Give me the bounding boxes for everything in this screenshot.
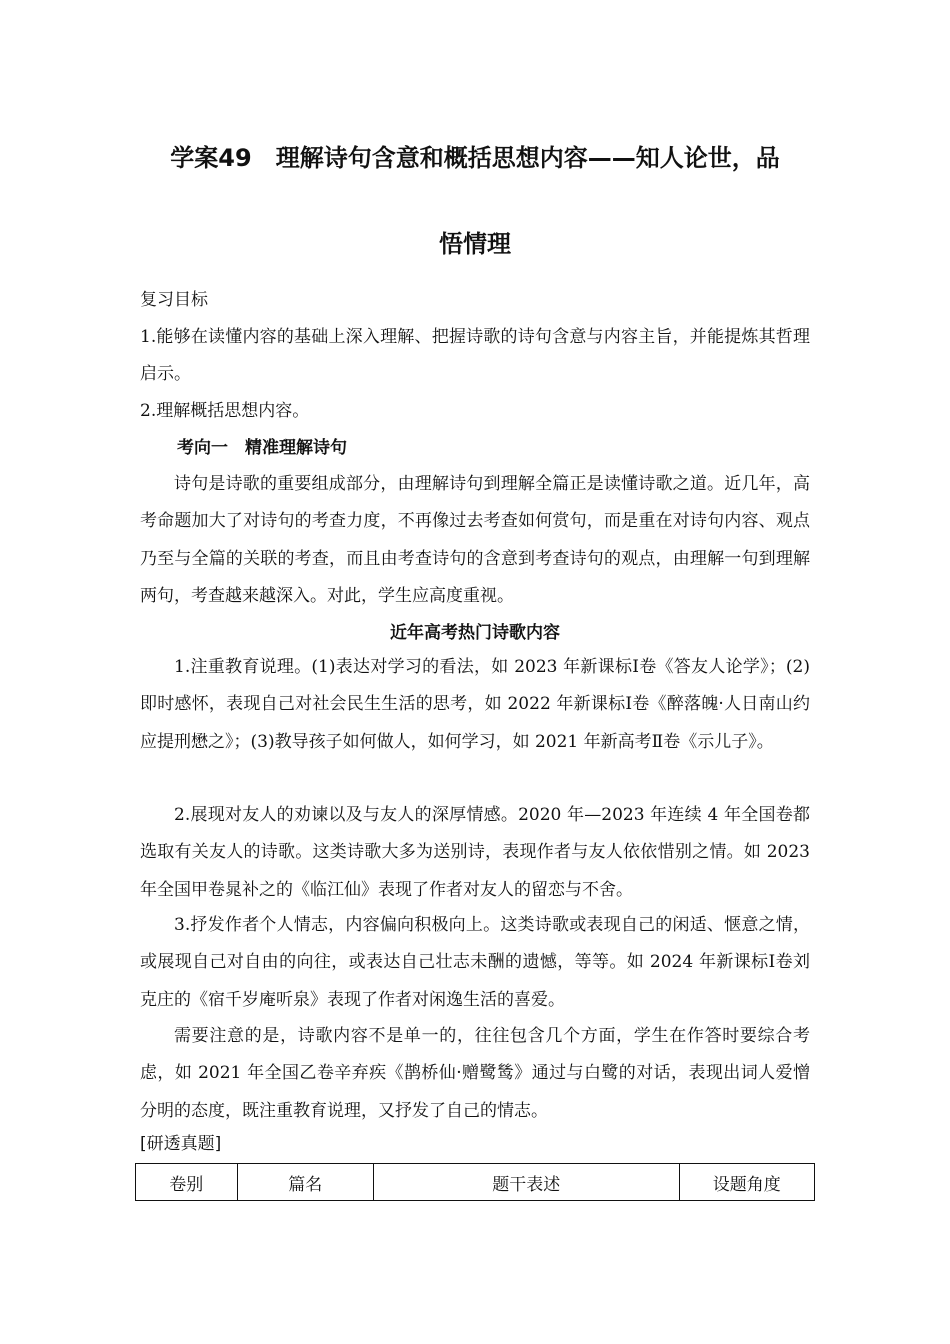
table-header-cell: 篇名	[237, 1164, 373, 1201]
hot-topic-item-3: 3.抒发作者个人情志，内容偏向积极向上。这类诗歌或表现自己的闲适、惬意之情，或展现自己对自由的向往，或表达自己壮志未酬的遗憾，等等。如 2024 年新课标Ⅰ卷刘克庄的《宿千岁庵听泉》表现了作者对闲逸生活的喜爱。	[140, 915, 810, 1010]
hot-topic-item-2: 2.展现对友人的劝谏以及与友人的深厚情感。2020 年—2023 年连续 4 年全国卷都选取有关友人的诗歌。这类诗歌大多为送别诗，表现作者与友人依依惜别之情。如 2023 年全国甲卷晁补之的《临江仙》表现了作者对友人的留恋与不舍。	[140, 805, 810, 900]
section-intro-paragraph: 诗句是诗歌的重要组成部分，由理解诗句到理解全篇正是读懂诗歌之道。近几年，高考命题加大了对诗句的考查力度，不再像过去考查如何赏句，而是重在对诗句内容、观点乃至与全篇的关联的考查，而且由考查诗句的含意到考查诗句的观点，由理解一句到理解两句，考查越来越深入。对此，学生应高度重视。	[140, 474, 810, 606]
page-title-line-2: 悟情理	[439, 230, 511, 258]
table-header-cell: 题干表述	[373, 1164, 679, 1201]
study-heading: [研透真题]	[140, 1134, 222, 1154]
table-header-cell: 卷别	[136, 1164, 238, 1201]
hot-topics-note: 需要注意的是，诗歌内容不是单一的，往往包含几个方面，学生在作答时要综合考虑，如 2021 年全国乙卷辛弃疾《鹊桥仙·赠鹭鸶》通过与白鹭的对话，表现出词人爱憎分明的态度，既注重教育说理，又抒发了自己的情志。	[140, 1026, 810, 1121]
review-goals-heading: 复习目标	[140, 290, 208, 310]
review-goal-2: 2.理解概括思想内容。	[140, 401, 310, 421]
page-title-line-1: 学案49 理解诗句含意和概括思想内容——知人论世，品	[170, 144, 780, 172]
section-heading: 考向一 精准理解诗句	[177, 438, 347, 458]
table-header-row	[136, 1164, 815, 1201]
hot-topics-heading: 近年高考热门诗歌内容	[390, 623, 560, 643]
hot-topic-item-1: 1.注重教育说理。(1)表达对学习的看法，如 2023 年新课标Ⅰ卷《答友人论学》；(2)即时感怀，表现自己对社会民生生活的思考，如 2022 年新课标Ⅰ卷《醉落魄·人日南山约应提刑懋之》；(3)教导孩子如何做人，如何学习，如 2021 年新高考Ⅱ卷《示儿子》。	[140, 657, 810, 752]
review-goal-1: 1.能够在读懂内容的基础上深入理解、把握诗歌的诗句含意与内容主旨，并能提炼其哲理启示。	[140, 327, 810, 384]
exam-table	[135, 1163, 815, 1201]
table-header-cell: 设题角度	[679, 1164, 814, 1201]
